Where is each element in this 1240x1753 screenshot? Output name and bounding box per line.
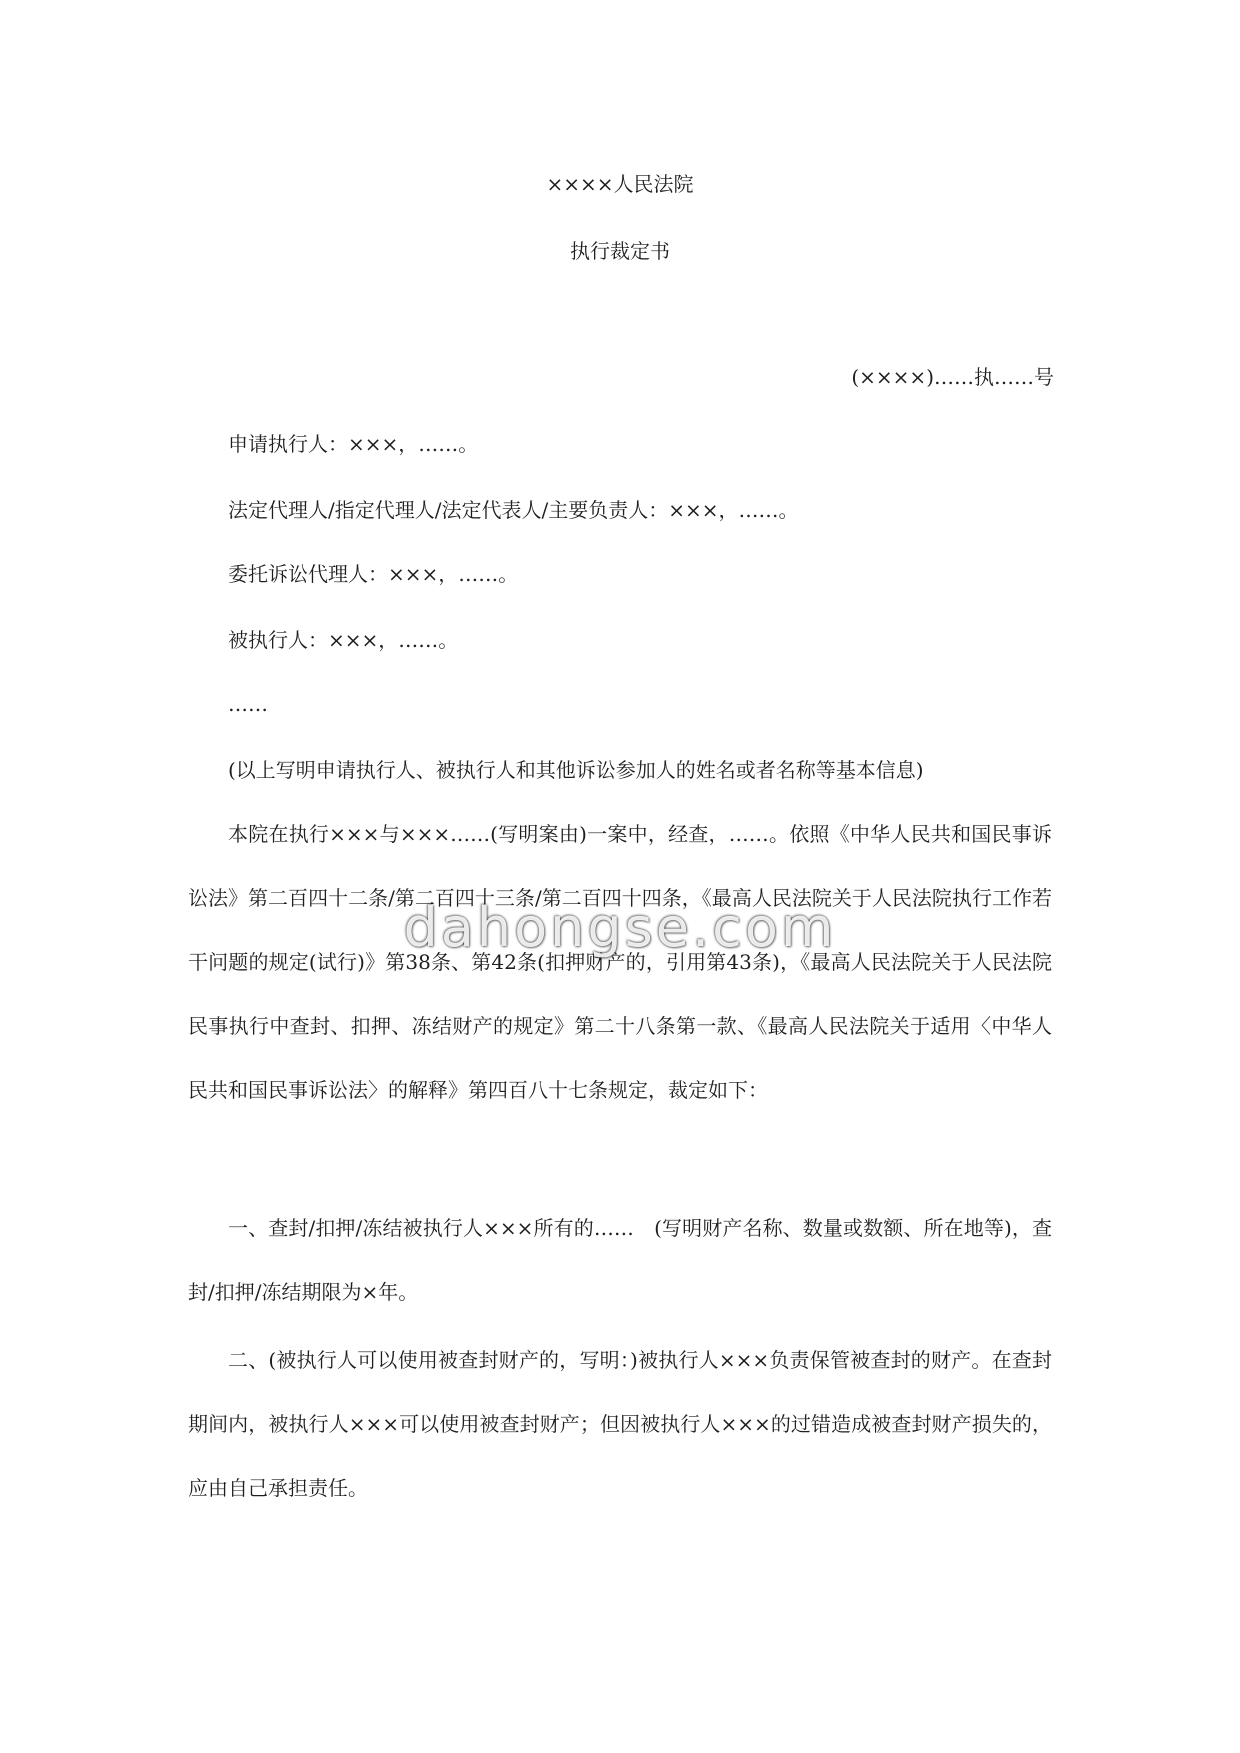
reasoning-paragraph: 本院在执行×××与×××……(写明案由)一案中，经查，……。依照《中华人民共和国民事诉讼法》第二百四十二条/第二百四十三条/第二百四十四条，《最高人民法院关于人民法院执行工作若干问题的规定(试行)》第38条、第42条(扣押财产的，引用第43条)，《最高人民法院关于人民法院民事执行中查封、扣押、冻结财产的规定》第二十八条第一款、《最高人民法院关于适用〈中华人民共和国民事诉讼法〉的解释》第四百八十七条规定，裁定如下：: [188, 822, 1052, 1102]
entrusted-agent-line: 委托诉讼代理人：×××，……。: [228, 562, 519, 586]
parties-note: (以上写明申请执行人、被执行人和其他诉讼参加人的姓名或者名称等基本信息): [228, 758, 924, 782]
ellipsis-line: ……: [228, 692, 268, 716]
court-name: ××××人民法院: [546, 172, 694, 196]
ruling-item-2: 二、(被执行人可以使用被查封财产的，写明：)被执行人×××负责保管被查封的财产。在查封期间内，被执行人×××可以使用被查封财产；但因被执行人×××的过错造成被查封财产损失的，应由自己承担责任。: [188, 1348, 1052, 1500]
legal-agent-line: 法定代理人/指定代理人/法定代表人/主要负责人：×××，……。: [228, 498, 799, 522]
watermark: dahongse.com: [403, 896, 837, 959]
case-number: (××××)……执……号: [851, 365, 1054, 389]
applicant-line: 申请执行人：×××，……。: [228, 432, 479, 456]
ruling-item-1: 一、查封/扣押/冻结被执行人×××所有的…… (写明财产名称、数量或数额、所在地等)，查封/扣押/冻结期限为×年。: [188, 1216, 1052, 1304]
respondent-line: 被执行人：×××，……。: [228, 628, 459, 652]
document-title: 执行裁定书: [570, 239, 670, 263]
